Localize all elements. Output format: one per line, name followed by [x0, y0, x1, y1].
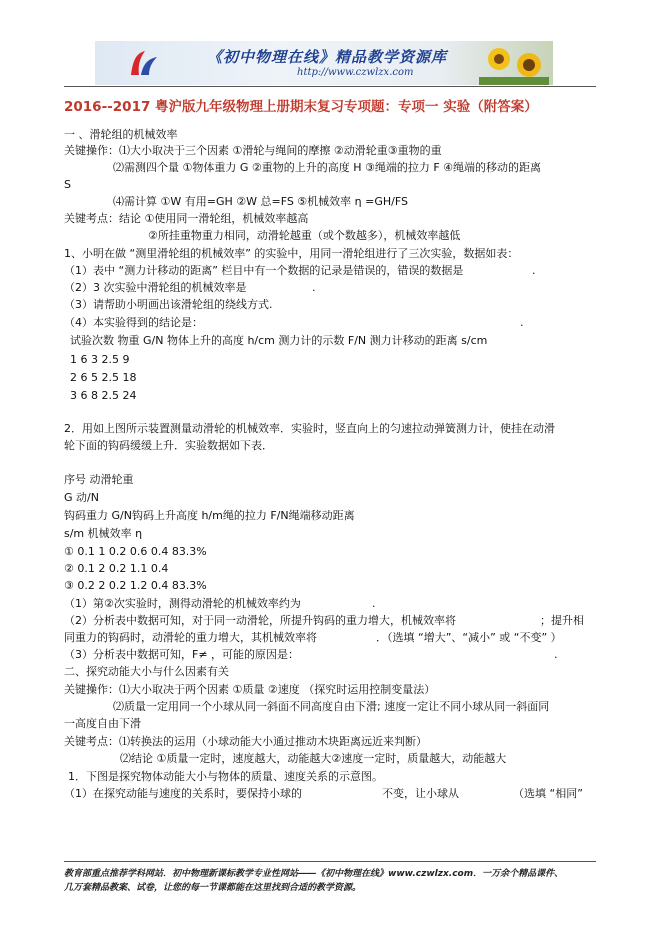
operation-line: ⑵质量一定用同一个小球从同一斜面不同高度自由下滑; 速度一定让不同小球从同一斜面同 — [113, 700, 550, 713]
banner-title: 《初中物理在线》精品教学资源库 — [207, 48, 448, 66]
operation-line: 关键操作：⑴大小取决于两个因素 ①质量 ②速度 （探究时运用控制变量法） — [64, 683, 436, 696]
table-header: 序号 动滑轮重 — [64, 473, 134, 486]
table-header: s/m 机械效率 η — [64, 527, 143, 540]
table-header: G 动/N — [64, 491, 99, 504]
footer-text: 几万套精品教案、试卷，让您的每一节课都能在这里找到合适的教学资源。 — [64, 883, 362, 893]
banner-url: http://www.czwlzx.com — [297, 67, 414, 78]
question-text: （2）分析表中数据可知，对于同一动滑轮，所提升钩码的重力增大，机械效率将 — [64, 614, 456, 627]
question-text: （1）表中 “测力计移动的距离” 栏目中有一个数据的记录是错误的，错误的数据是 — [64, 264, 464, 277]
header-divider — [64, 86, 596, 87]
key-point-line: ②所挂重物重力相同，动滑轮越重（或个数越多），机械效率越低 — [148, 229, 461, 242]
table-row: ③ 0.2 2 0.2 1.2 0.4 83.3% — [64, 579, 207, 592]
question-text: ；提升相 — [540, 614, 584, 627]
question-text: （4）本实验得到的结论是： — [64, 316, 203, 329]
table-row: 3 6 8 2.5 24 — [70, 389, 137, 402]
question-text: （3）请帮助小明画出该滑轮组的绕线方式. — [64, 298, 273, 311]
question-text: （2）3 次实验中滑轮组的机械效率是 — [64, 281, 247, 294]
question-text: （1）在探究动能与速度的关系时，要保持小球的 — [64, 787, 302, 800]
question-text: （1）第②次实验时，测得动滑轮的机械效率约为 — [64, 597, 301, 610]
site-logo-icon — [127, 47, 161, 79]
table-row: ② 0.1 2 0.2 1.1 0.4 — [64, 562, 169, 575]
footer-divider — [64, 861, 596, 862]
question-text: （3）分析表中数据可知，F≠ ，可能的原因是： — [64, 648, 300, 661]
question-text: （选填 “相同” — [513, 787, 583, 800]
header-banner — [95, 41, 553, 85]
table-header: 钩码重力 G/N钩码上升高度 h/m绳的拉力 F/N绳端移动距离 — [64, 509, 355, 522]
section-heading: 一 、滑轮组的机械效率 — [64, 128, 178, 141]
document-title: 2016--2017 粤沪版九年级物理上册期末复习专项题：专项一 实验（附答案） — [64, 99, 538, 115]
table-header: 试验次数 物重 G/N 物体上升的高度 h/cm 测力计的示数 F/N 测力计移动的距离 s/cm — [70, 334, 488, 347]
key-point-line: 关键考点：结论 ①使用同一滑轮组，机械效率越高 — [64, 212, 309, 225]
question-text: ．（选填 “增大”、“减小” 或 “不变” ） — [376, 631, 562, 644]
question-text: 轮下面的钩码缓缓上升．实验数据如下表． — [64, 439, 273, 452]
key-point-line: ⑵结论 ①质量一定时，速度越大，动能越大②速度一定时，质量越大，动能越大 — [120, 752, 507, 765]
sunflower-icon — [479, 43, 549, 85]
operation-line: S — [64, 178, 71, 191]
table-row: 1 6 3 2.5 9 — [70, 353, 130, 366]
section-heading: 二、探究动能大小与什么因素有关 — [64, 665, 229, 678]
operation-line: 关键操作：⑴大小取决于三个因素 ①滑轮与绳间的摩擦 ②动滑轮重③重物的重 — [64, 144, 442, 157]
table-row: ① 0.1 1 0.2 0.6 0.4 83.3% — [64, 545, 207, 558]
question-text: 1．下图是探究物体动能大小与物体的质量、速度关系的示意图。 — [68, 770, 383, 783]
question-text: 2．用如上图所示装置测量动滑轮的机械效率．实验时，竖直向上的匀速拉动弹簧测力计，使挂在动滑 — [64, 422, 555, 435]
operation-line: ⑷需计算 ①W 有用=GH ②W 总=FS ⑤机械效率 η =GH/FS — [113, 195, 408, 208]
operation-line: 一高度自由下滑 — [64, 717, 141, 730]
operation-line: ⑵需测四个量 ①物体重力 G ②重物的上升的高度 H ③绳端的拉力 F ④绳端的移动的距离 — [113, 161, 542, 174]
table-row: 2 6 5 2.5 18 — [70, 371, 137, 384]
footer-text: 教育部重点推荐学科网站．初中物理新课标教学专业性网站――《初中物理在线》www.czwlzx.com．一万余个精品课件、 — [64, 869, 564, 879]
question-text: 不变，让小球从 — [382, 787, 459, 800]
question-text: 1、小明在做 “测里滑轮组的机械效率” 的实验中，用同一滑轮组进行了三次实验，数据如表： — [64, 247, 519, 260]
key-point-line: 关键考点：⑴转换法的运用（小球动能大小通过推动木块距离远近来判断） — [64, 735, 427, 748]
question-text: 同重力的钩码时，动滑轮的重力增大，其机械效率将 — [64, 631, 317, 644]
